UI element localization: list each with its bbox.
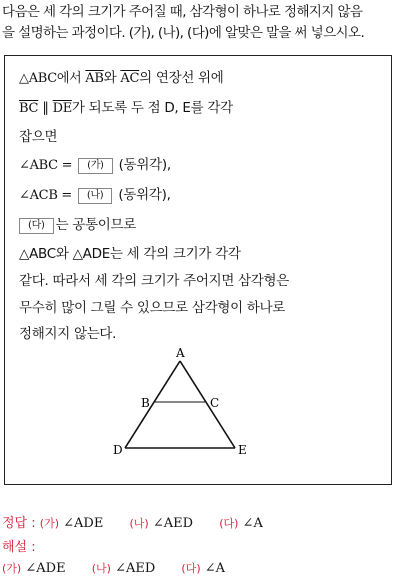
label-b: B xyxy=(141,396,150,410)
proof-text: 가 되도록 두 점 D, E를 각각 xyxy=(71,100,233,116)
proof-line-8: 같다. 따라서 세 각의 크기가 주어지면 삼각형은 xyxy=(19,273,290,289)
explanation-tag: (가) xyxy=(2,562,22,575)
label-d: D xyxy=(113,443,123,457)
proof-line-5 xyxy=(19,183,171,204)
proof-line-6 xyxy=(19,213,136,234)
proof-line-4 xyxy=(19,153,171,174)
proof-text: 와 xyxy=(103,70,121,86)
side-ad xyxy=(125,361,180,448)
side-ae xyxy=(180,361,235,448)
question-text xyxy=(2,2,398,44)
label-a: A xyxy=(176,346,185,360)
explanation-tag: (나) xyxy=(91,562,111,575)
proof-line-10: 정해지지 않는다. xyxy=(19,326,117,342)
proof-text: 의 연장선 위에 xyxy=(139,70,224,86)
explanation-value: ∠ADE xyxy=(25,561,66,576)
proof-line-2 xyxy=(19,96,233,116)
proof-text: (동위각), xyxy=(114,187,171,203)
answer-tag: (가) xyxy=(39,517,59,530)
angle-abc: ∠ABC = xyxy=(19,158,77,173)
explanation-value: ∠A xyxy=(204,561,226,576)
blank-da: (다) xyxy=(19,218,54,234)
explanation-value: ∠AED xyxy=(115,561,156,576)
answer-value: ∠A xyxy=(242,516,263,531)
angle-acb: ∠ACB = xyxy=(19,188,76,203)
answer-value: ∠AED xyxy=(152,516,194,531)
proof-line-3: 잡으면 xyxy=(19,129,58,145)
triangle-figure xyxy=(105,346,265,461)
explanation-tag: (다) xyxy=(181,562,201,575)
blank-na: (나) xyxy=(78,188,113,204)
answer-tag: (나) xyxy=(129,517,149,530)
proof-line-7: △ABC와 △ADE는 세 각의 크기가 각각 xyxy=(19,246,241,262)
answer-line xyxy=(2,512,263,531)
proof-text: △ABC에서 xyxy=(19,71,86,86)
segment-ab: $\overline{AB}$ xyxy=(85,71,104,86)
explanation-label: 해설 : xyxy=(2,540,36,555)
segment-ac: $\overline{AC}$ xyxy=(120,71,140,86)
explanation-line xyxy=(2,560,225,576)
blank-ga: (가) xyxy=(78,158,113,174)
parallel-symbol: ∥ xyxy=(38,100,53,116)
answer-value: ∠ADE xyxy=(63,516,104,531)
proof-line-1 xyxy=(19,66,224,86)
proof-text: 는 공통이므로 xyxy=(55,217,137,233)
answer-tag: (다) xyxy=(219,517,239,530)
label-c: C xyxy=(210,396,220,410)
question-line-2: 을 설명하는 과정이다. (가), (나), (다)에 알맞은 말을 써 넣으시오. xyxy=(2,25,365,41)
proof-line-9: 무수히 많이 그릴 수 있으므로 삼각형이 하나로 xyxy=(19,300,286,316)
question-line-1: 다음은 세 각의 크기가 주어질 때, 삼각형이 하나로 정해지지 않음 xyxy=(2,4,363,20)
segment-de: $\overline{DE}$ xyxy=(52,101,72,116)
proof-box xyxy=(4,55,392,485)
label-e: E xyxy=(238,443,247,457)
proof-text: (동위각), xyxy=(114,157,171,173)
answer-label: 정답 : xyxy=(2,516,36,531)
segment-bc: $\overline{BC}$ xyxy=(19,101,39,116)
